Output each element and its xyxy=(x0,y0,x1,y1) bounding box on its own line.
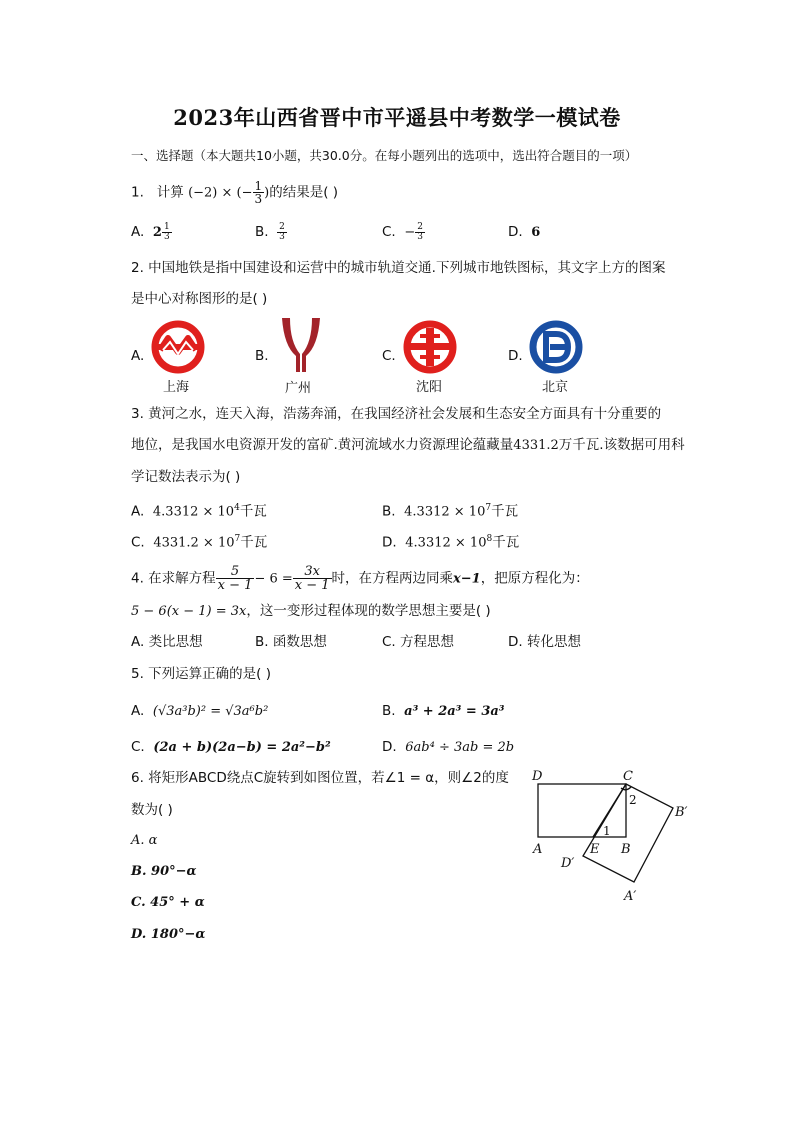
q5-option-c: C. (2a + b)(2a−b) = 2a²−b² xyxy=(131,739,331,755)
q4-option-a: A. 类比思想 xyxy=(131,634,203,650)
q1-option-d: D. 6 xyxy=(508,224,541,240)
q5-option-d: D. 6ab⁴ ÷ 3ab = 2b xyxy=(382,739,515,755)
label-angle-1: 1 xyxy=(603,824,611,838)
question-1-stem xyxy=(131,180,338,205)
q1-option-c: C. − $\frac{2}{3}$ xyxy=(382,221,423,242)
rectangle-a-prime xyxy=(583,784,673,882)
q4-fraction-1: $\frac{5}{x - 1}$ xyxy=(217,564,253,593)
label-b: B xyxy=(621,842,631,857)
q6-stem-line2: 数为( ) xyxy=(131,802,173,818)
q3-stem-line3: 学记数法表示为( ) xyxy=(131,469,241,485)
q6-option-c: C. 45° + α xyxy=(131,895,205,910)
q5-option-a: A. (√3a³b)² = √3a⁶b² xyxy=(131,703,269,719)
q1-expr2: ) xyxy=(264,185,270,201)
q2-option-a-label: A. xyxy=(131,348,145,364)
label-e: E xyxy=(590,842,600,857)
label-d-prime: D′ xyxy=(561,856,575,871)
q2-city-shenyang: 沈阳 xyxy=(416,380,443,395)
rectangle-abcd xyxy=(538,784,626,837)
guangzhou-metro-logo xyxy=(278,316,324,374)
label-b-prime: B′ xyxy=(675,805,688,820)
q6-option-d: D. 180°−α xyxy=(131,927,206,942)
q1-post: 的结果是( ) xyxy=(269,184,339,201)
q1-b-fraction: $\frac{2}{3}$ xyxy=(279,221,285,242)
q5-stem: 5. 下列运算正确的是( ) xyxy=(131,666,271,682)
q4-stem-line1: 4. 在求解方程 $\frac{5}{x - 1}$ − 6 = $\frac{3x}{x - 1}$ 时，在方程两边同乘x−1，把原方程化为： xyxy=(131,564,589,593)
q5-option-b: B. a³ + 2a³ = 3a³ xyxy=(382,703,505,719)
q4-option-b: B. 函数思想 xyxy=(255,634,327,650)
label-a: A xyxy=(533,842,543,857)
q4-fraction-2: $\frac{3x}{x - 1}$ xyxy=(294,564,330,593)
label-d: D xyxy=(532,769,543,784)
q6-stem-line1: 6. 将矩形ABCD绕点C旋转到如图位置，若∠1 = α，则∠2的度 xyxy=(131,770,509,786)
q3-option-d: D. $4.3312 \times 10^8$千瓦 xyxy=(382,534,520,551)
q4-option-d: D. 转化思想 xyxy=(508,634,581,650)
q1-option-b: B. $\frac{2}{3}$ xyxy=(255,221,285,242)
q3-option-a: A. $4.3312 \times 10^4$千瓦 xyxy=(131,503,267,520)
q2-city-guangzhou: 广州 xyxy=(285,381,312,396)
rotated-rectangle-figure xyxy=(528,768,708,908)
q2-city-shanghai: 上海 xyxy=(163,380,190,395)
q1-c-fraction: $\frac{2}{3}$ xyxy=(417,221,423,242)
q1-number: 1. xyxy=(131,184,144,201)
label-c: C xyxy=(623,769,633,784)
exam-title: 2023年山西省晋中市平遥县中考数学一模试卷 xyxy=(173,105,621,130)
q1-pre: 计算 xyxy=(156,184,184,201)
q6-option-b: B. 90°−α xyxy=(131,864,197,879)
q2-city-beijing: 北京 xyxy=(542,380,569,395)
q3-stem-line1: 3. 黄河之水，连天入海，浩荡奔涌，在我国经济社会发展和生态安全方面具有十分重要的 xyxy=(131,406,662,422)
label-a-prime: A′ xyxy=(624,889,637,904)
beijing-metro-logo xyxy=(528,320,584,374)
shanghai-metro-logo xyxy=(150,320,206,374)
q2-option-b-label: B. xyxy=(255,348,269,364)
q1-fraction: $\frac{1}{3}$ xyxy=(254,179,263,206)
q3-option-b: B. $4.3312 \times 10^7$千瓦 xyxy=(382,503,519,520)
q6-option-a: A. α xyxy=(131,833,158,848)
q4-stem-line2: 5 − 6(x − 1) = 3x，这一变形过程体现的数学思想主要是( ) xyxy=(131,603,491,619)
q1-expr1: (−2) × (− xyxy=(188,185,253,201)
q3-stem-line2: 地位，是我国水电资源开发的富矿.黄河流域水力资源理论蕴藏量4331.2万千瓦.该数据可用科 xyxy=(131,437,685,453)
q2-stem-line2: 是中心对称图形的是( ) xyxy=(131,291,268,307)
q2-option-c-label: C. xyxy=(382,348,396,364)
q1-option-a: A. 2 $\frac{1}{3}$ xyxy=(131,221,170,242)
q2-option-d-label: D. xyxy=(508,348,523,364)
q4-option-c: C. 方程思想 xyxy=(382,634,455,650)
q1-a-fraction: $\frac{1}{3}$ xyxy=(163,221,170,242)
section-heading: 一、选择题（本大题共10小题，共30.0分。在每小题列出的选项中，选出符合题目的一项） xyxy=(131,148,638,163)
shenyang-metro-logo xyxy=(402,320,458,374)
q2-stem-line1: 2. 中国地铁是指中国建设和运营中的城市轨道交通.下列城市地铁图标，其文字上方的图案 xyxy=(131,260,666,276)
label-angle-2: 2 xyxy=(629,793,637,807)
q3-option-c: C. $4331.2 \times 10^7$千瓦 xyxy=(131,534,268,551)
